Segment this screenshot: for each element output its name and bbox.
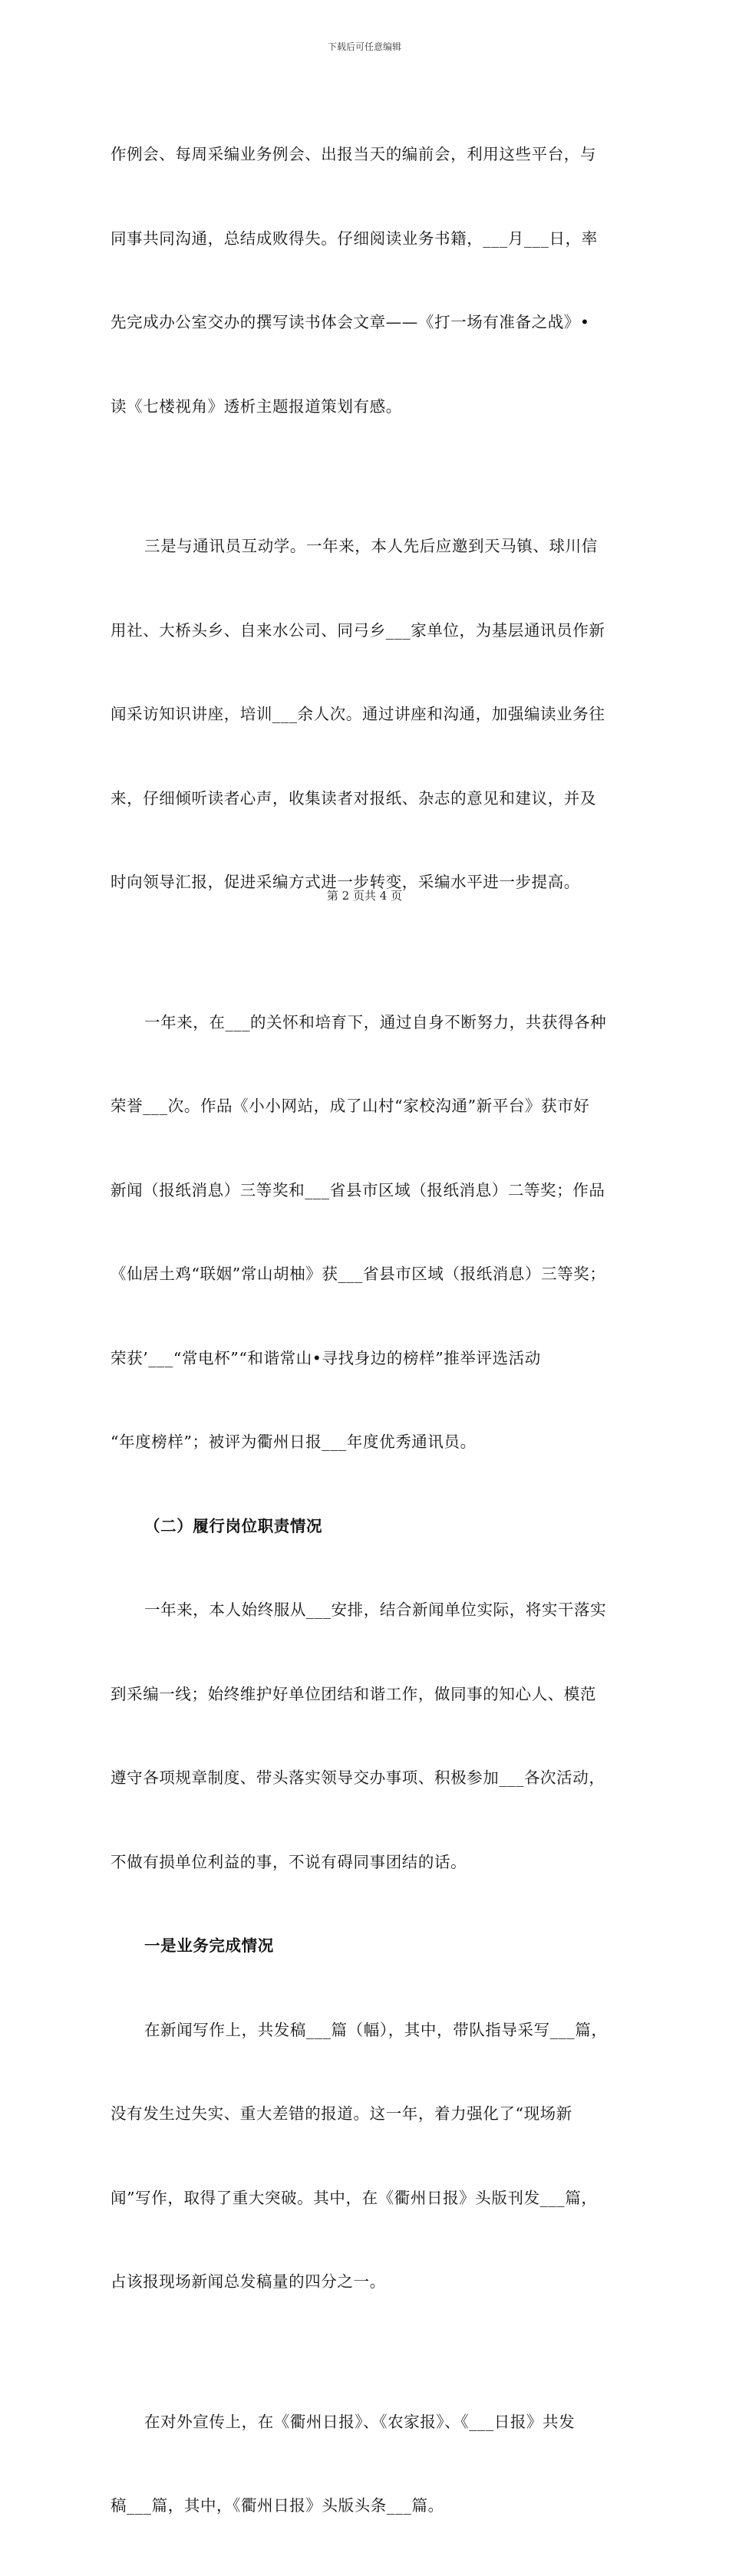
text-line: 占该报现场新闻总发稿量的四分之一。 (111, 2272, 386, 2291)
text-line: 荣获’___“常电杯”“和谐常山•寻找身边的榜样”推举评选活动 (111, 1348, 541, 1367)
text-line: 三是与通讯员互动学。一年来，本人先后应邀到天马镇、球川信 (144, 537, 598, 555)
text-line: 时向领导汇报，促进采编方式进一步转变，采编水平进一步提高。 (111, 873, 580, 891)
section-heading-duties: （二）履行岗位职责情况 (144, 1516, 323, 1535)
text-line: 同事共同沟通，总结成败得失。仔细阅读业务书籍，___月___日，率 (111, 229, 598, 248)
paragraph-external-publicity (111, 2352, 617, 2576)
paragraph-meetings (111, 84, 617, 476)
paragraph-honors (111, 952, 617, 1512)
paragraph-duties (111, 1540, 617, 1932)
text-line: 遵守各项规章制度、带头落实领导交办事项、积极参加___各次活动， (111, 1768, 605, 1787)
text-line: 荣誉___次。作品《小小网站，成了山村“家校沟通”新平台》获市好 (111, 1097, 590, 1115)
text-line: 作例会、每周采编业务例会、出报当天的编前会，利用这些平台，与 (111, 145, 596, 163)
text-line: 闻”写作，取得了重大突破。其中，在《衢州日报》头版刊发___篇， (111, 2188, 598, 2207)
section-heading-business: 一是业务完成情况 (144, 1936, 274, 1955)
text-line: 先完成办公室交办的撰写读书体会文章——《打一场有准备之战》• (111, 313, 590, 331)
text-line: 不做有损单位利益的事，不说有碍同事团结的话。 (111, 1852, 467, 1871)
paragraph-news-writing (111, 1960, 617, 2352)
text-line: 在新闻写作上，共发稿___篇（幅），其中，带队指导采写___篇， (144, 2020, 608, 2039)
text-line: 在对外宣传上，在《衢州日报》、《农家报》、《___日报》共发 (144, 2412, 576, 2431)
page-number-footer: 第 2 页共 4 页 (326, 889, 403, 903)
text-line: 一年来，在___的关怀和培育下，通过自身不断努力，共获得各种 (144, 1012, 607, 1031)
text-line: 用社、大桥头乡、自来水公司、同弓乡___家单位，为基层通讯员作新 (111, 620, 605, 640)
text-line: 新闻（报纸消息）三等奖和___省县市区域（报纸消息）二等奖；作品 (111, 1180, 605, 1199)
text-line: 没有发生过失实、重大差错的报道。这一年，着力强化了“现场新 (111, 2104, 572, 2123)
paragraph-correspondent-interaction (111, 476, 617, 952)
text-line: 稿___篇，其中，《衢州日报》头版头条___篇。 (111, 2496, 444, 2515)
text-line: 来，仔细倾听读者心声，收集读者对报纸、杂志的意见和建议，并及 (111, 788, 596, 808)
page-header-note: 下载后可任意编辑 (327, 41, 401, 52)
text-line: 读《七楼视角》透析主题报道策划有感。 (111, 396, 402, 416)
text-line: 到采编一线；始终维护好单位团结和谐工作，做同事的知心人、模范 (111, 1684, 596, 1703)
text-line: “年度榜样”；被评为衢州日报___年度优秀通讯员。 (111, 1433, 477, 1451)
text-line: 《仙居土鸡“联姻”常山胡柚》获___省县市区域（报纸消息）三等奖； (111, 1265, 606, 1283)
text-line: 闻采访知识讲座，培训___余人次。通过讲座和沟通，加强编读业务往 (111, 705, 605, 723)
document-body (111, 84, 617, 2576)
text-line: 一年来，本人始终服从___安排，结合新闻单位实际，将实干落实 (144, 1601, 607, 1619)
